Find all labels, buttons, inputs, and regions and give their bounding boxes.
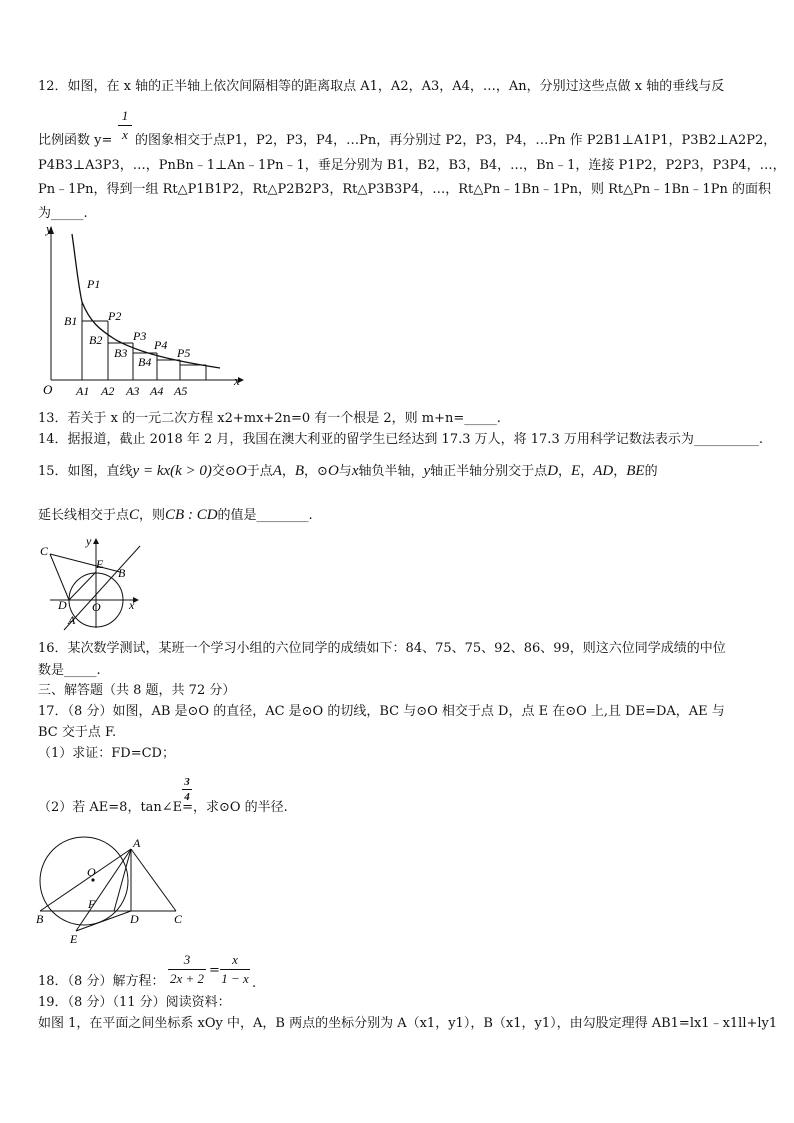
q12-fig-P4: P4 — [154, 338, 168, 352]
q15-figure — [36, 534, 146, 632]
q15-line2b: ，则 — [139, 508, 166, 523]
q19-line2: 如图 1，在平面之间坐标系 xOy 中，A，B 两点的坐标分别为 A（x1，y1），B（x1，y1），由勾股定理得 AB1=lx1﹣x1ll+ly1 — [38, 1016, 778, 1031]
q16-line2: 数是_____. — [38, 663, 101, 678]
q15-E: E — [571, 463, 581, 479]
q12-line3: P4B3⊥A3P3，…，PnBn﹣1⊥An﹣1Pn﹣1，垂足分别为 B1，B2，B3，B4，…，Bn﹣1，连接 P1P2，P2P3，P3P4，…， — [38, 158, 786, 173]
q17-fig-D: D — [130, 912, 139, 926]
q15-ratio: CB : CD — [165, 507, 218, 523]
q12-frac-num: 1 — [121, 108, 129, 123]
q12-fig-A5: A5 — [174, 384, 188, 398]
q12-line2a: 比例函数 y= — [38, 133, 113, 148]
q12-fig-B2: B2 — [89, 333, 103, 347]
q17-frac-den: 4 — [184, 791, 190, 803]
q15-fig-y: y — [86, 534, 92, 548]
q18-f1-den: 2x + 2 — [169, 971, 205, 986]
q15-fig-E: E — [96, 557, 104, 571]
q17-frac-num: 3 — [184, 776, 190, 788]
q12-fig-B1: B1 — [64, 314, 78, 328]
q12-line5: 为_____. — [38, 206, 88, 221]
q15-i: ， — [558, 464, 572, 479]
q17-fig-O: O — [87, 865, 96, 879]
q18-fraction-1 — [168, 952, 206, 987]
q15-fig-C: C — [40, 544, 49, 558]
q15-D: D — [547, 463, 559, 479]
q18-f1-num: 3 — [183, 952, 191, 967]
q15-fig-A: A — [68, 613, 76, 627]
q12-figure — [38, 222, 248, 404]
q15-C: C — [129, 507, 140, 523]
q17-fig-A: A — [133, 836, 141, 850]
q15-fig-O: O — [92, 600, 101, 614]
q15-AD: AD — [593, 463, 614, 479]
q15-e: ，⊙ — [304, 464, 328, 479]
q15-b: 交⊙ — [211, 464, 236, 479]
q12-fig-A2: A2 — [101, 384, 115, 398]
q17-fig-F: F — [88, 897, 96, 911]
q15-O1: O — [235, 463, 247, 479]
q15-line2a: 延长线相交于点 — [38, 508, 130, 523]
q19-line1: 19．（8 分）（11 分）阅读资料： — [38, 995, 231, 1010]
q17-fig-B: B — [36, 912, 44, 926]
q15-BE: BE — [626, 463, 645, 479]
q18-label: 18．（8 分）解方程： — [38, 974, 165, 989]
q15-B: B — [294, 463, 305, 479]
q12-fraction — [118, 108, 132, 143]
q15-a: 15．如图，直线 — [38, 464, 133, 479]
q15-fig-D: D — [58, 598, 67, 612]
q15-j: ， — [580, 464, 594, 479]
q15-l: 的 — [644, 464, 658, 479]
q16-line1: 16．某次数学测试，某班一个学习小组的六位同学的成绩如下：84、75、75、92、86、99，则这六位同学成绩的中位 — [38, 641, 726, 656]
q12-fig-P5: P5 — [177, 346, 191, 360]
q12-line4: Pn﹣1Pn，得到一组 Rt△P1B1P2，Rt△P2B2P3，Rt△P3B3P4，…，Rt△Pn﹣1Bn﹣1Pn，则 Rt△Pn﹣1Bn﹣1Pn 的面积 — [38, 182, 771, 197]
q12-fig-O: O — [43, 382, 53, 397]
q15-x: x — [351, 463, 359, 479]
q17-part2b: ，求⊙O 的半径. — [193, 800, 288, 815]
q18-f2-num: x — [232, 952, 238, 967]
q17-line2: BC 交于点 F. — [38, 725, 117, 740]
q18-fraction-2 — [220, 952, 250, 987]
q12-fig-B4: B4 — [138, 355, 152, 369]
q15-math1: y = kx(k > 0) — [132, 463, 212, 479]
q15-d: ， — [281, 464, 295, 479]
q12-fig-x: x — [234, 373, 240, 388]
q17-part2a: （2）若 AE=8，tan∠E= — [38, 800, 194, 815]
q18-end: . — [252, 976, 257, 991]
q14: 14．据报道，截止 2018 年 2 月，我国在澳大利亚的留学生已经达到 17.3 万人，将 17.3 万用科学记数法表示为__________. — [38, 432, 763, 447]
q12-fig-A3: A3 — [126, 384, 140, 398]
q12-fig-y: y — [46, 222, 52, 236]
q12-fig-P2: P2 — [108, 309, 122, 323]
q15-g: 轴负半轴， — [358, 464, 424, 479]
q17-figure — [36, 835, 186, 947]
q17-part1: （1）求证：FD=CD； — [38, 746, 175, 761]
q15-line1 — [38, 462, 658, 481]
q15-A: A — [272, 463, 282, 479]
q15-h: 轴正半轴分别交于点 — [430, 464, 548, 479]
q17-fig-E: E — [70, 932, 78, 946]
q15-line2 — [38, 506, 313, 525]
q12-line1: 12．如图，在 x 轴的正半轴上依次间隔相等的距离取点 A1，A2，A3，A4，…，An，分别过这些点做 x 轴的垂线与反 — [38, 79, 725, 94]
q12-line2b: 的图象相交于点P1，P2，P3，P4，…Pn，再分别过 P2，P3，P4，…Pn 作 P2B1⊥A1P1，P3B2⊥A2P2， — [135, 133, 777, 148]
q15-f: 与 — [338, 464, 352, 479]
q12-frac-den: x — [122, 127, 128, 142]
q12-fig-A4: A4 — [150, 384, 164, 398]
q13: 13．若关于 x 的一元二次方程 x2+mx+2n=0 有一个根是 2，则 m+n=_____. — [38, 411, 501, 426]
q15-fig-x: x — [129, 598, 135, 612]
q15-k: ， — [613, 464, 627, 479]
q15-c: 于点 — [246, 464, 273, 479]
q12-fig-A1: A1 — [76, 384, 90, 398]
q12-fig-B3: B3 — [114, 346, 128, 360]
q15-O2: O — [327, 463, 339, 479]
q18-eq: = — [209, 963, 220, 978]
q17-line1: 17．（8 分）如图，AB 是⊙O 的直径，AC 是⊙O 的切线，BC 与⊙O 相交于点 D，点 E 在⊙O 上,且 DE=DA，AE 与 — [38, 704, 725, 719]
q15-y: y — [423, 463, 431, 479]
q17-fig-C: C — [174, 912, 183, 926]
q15-line2c: 的值是________. — [217, 508, 313, 523]
q18-f2-den: 1 − x — [221, 971, 249, 986]
section-3-heading: 三、解答题（共 8 题，共 72 分） — [38, 683, 236, 698]
q12-fig-P1: P1 — [87, 277, 101, 291]
q15-fig-B: B — [118, 566, 126, 580]
q12-fig-P3: P3 — [133, 329, 147, 343]
